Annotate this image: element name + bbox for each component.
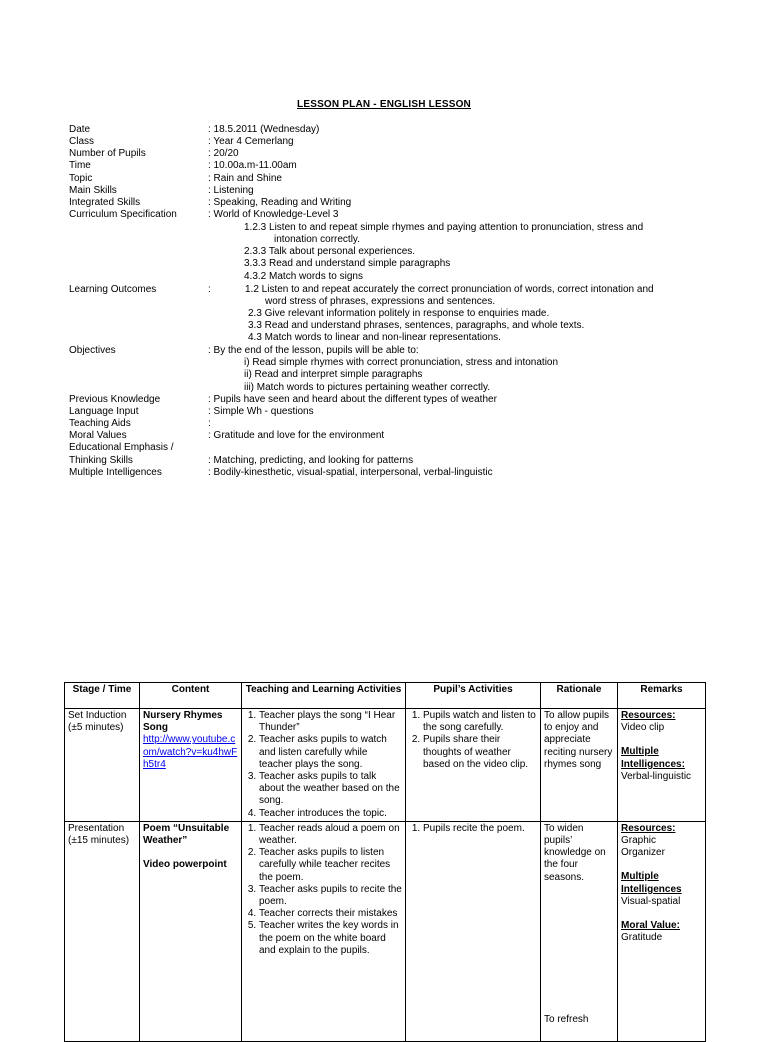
objective-line: i) Read simple rhymes with correct pronunciation, stress and intonation xyxy=(244,357,559,368)
pupils-item: 2. Pupils share their thoughts of weather based on the video clip. xyxy=(423,734,537,771)
teaching-cell xyxy=(242,709,406,822)
table-row xyxy=(65,821,706,1041)
info-label: Thinking Skills xyxy=(69,455,133,466)
teaching-item: 1. Teacher plays the song “I Hear Thunder” xyxy=(259,710,402,734)
info-label: Learning Outcomes xyxy=(69,284,157,295)
info-value: : Speaking, Reading and Writing xyxy=(208,197,352,208)
info-value: : Gratitude and love for the environment xyxy=(208,430,385,441)
info-value: : Year 4 Cemerlang xyxy=(208,136,294,147)
header-pupils: Pupil’s Activities xyxy=(406,683,541,709)
outcome-line: 3.3 Read and understand phrases, sentences, paragraphs, and whole texts. xyxy=(248,320,585,331)
info-label: Class xyxy=(69,136,95,147)
info-value: : Listening xyxy=(208,185,254,196)
header-remarks: Remarks xyxy=(618,683,706,709)
page-title: LESSON PLAN - ENGLISH LESSON xyxy=(297,99,471,110)
stage-text: Set Induction (±5 minutes) xyxy=(68,710,127,734)
mi-value: Verbal-linguistic xyxy=(621,770,692,782)
resources-value: Graphic Organizer xyxy=(621,835,665,859)
rationale-cell xyxy=(541,709,618,822)
info-value: : Rain and Shine xyxy=(208,173,282,184)
teaching-item: 4. Teacher corrects their mistakes xyxy=(259,908,402,920)
curriculum-line: 2.3.3 Talk about personal experiences. xyxy=(244,246,416,257)
teaching-cell xyxy=(242,821,406,1041)
pupils-item: 1. Pupils watch and listen to the song carefully. xyxy=(423,710,537,734)
teaching-list xyxy=(245,823,402,957)
info-value: : Bodily-kinesthetic, visual-spatial, interpersonal, verbal-linguistic xyxy=(208,467,493,478)
teaching-item: 3. Teacher asks pupils to talk about the weather based on the song. xyxy=(259,771,402,808)
header-content: Content xyxy=(140,683,242,709)
teaching-item: 3. Teacher asks pupils to recite the poem. xyxy=(259,884,402,908)
stage-cell xyxy=(65,709,140,822)
info-label: Topic xyxy=(69,173,93,184)
info-label: Multiple Intelligences xyxy=(69,467,162,478)
stage-text: Presentation (±15 minutes) xyxy=(68,822,130,847)
info-label: Main Skills xyxy=(69,185,117,196)
info-label: Curriculum Specification xyxy=(69,209,177,220)
teaching-item: 1. Teacher reads aloud a poem on weather. xyxy=(259,823,402,847)
info-value: : 18.5.2011 (Wednesday) xyxy=(208,124,320,135)
curriculum-line: 3.3.3 Read and understand simple paragraphs xyxy=(244,258,451,269)
teaching-item: 2. Teacher asks pupils to watch and listen carefully while teacher plays the song. xyxy=(259,734,402,771)
resources-label: Resources: xyxy=(621,822,676,834)
remarks-cell xyxy=(618,709,706,822)
pupils-list xyxy=(409,823,537,835)
info-value: : Pupils have seen and heard about the different types of weather xyxy=(208,394,497,405)
header-stage: Stage / Time xyxy=(65,683,140,709)
rationale-text: To allow pupils to enjoy and appreciate reciting nursery rhymes song xyxy=(544,710,613,770)
objective-line: ii) Read and interpret simple paragraphs xyxy=(244,369,423,380)
info-label: Teaching Aids xyxy=(69,418,131,429)
info-label: Integrated Skills xyxy=(69,197,141,208)
content-cell xyxy=(140,709,242,822)
lesson-table xyxy=(64,682,706,1042)
info-label: Previous Knowledge xyxy=(69,394,161,405)
moral-value: Gratitude xyxy=(621,932,663,944)
info-label: Date xyxy=(69,124,91,135)
video-link[interactable]: http://www.youtube.com/watch?v=ku4hwFh5tr4 xyxy=(143,734,238,770)
teaching-list xyxy=(245,710,402,820)
outcome-line: 1.2 Listen to and repeat accurately the correct pronunciation of words, correct intonation and xyxy=(245,284,654,295)
content-cell xyxy=(140,821,242,1041)
info-value: : Simple Wh - questions xyxy=(208,406,314,417)
curriculum-line: 1.2.3 Listen to and repeat simple rhymes and paying attention to pronunciation, stress and xyxy=(244,222,644,233)
info-value: : 10.00a.m-11.00am xyxy=(208,160,297,171)
info-value: : World of Knowledge-Level 3 xyxy=(208,209,339,220)
info-label: Number of Pupils xyxy=(69,148,146,159)
table-header-row xyxy=(65,683,706,709)
outcome-line: 4.3 Match words to linear and non-linear representations. xyxy=(248,332,501,343)
outcome-line: 2.3 Give relevant information politely in response to enquiries made. xyxy=(248,308,550,319)
content-title: Poem “Unsuitable Weather” xyxy=(143,822,230,847)
pupils-cell xyxy=(406,709,541,822)
info-value: : 20/20 xyxy=(208,148,239,159)
remarks-cell xyxy=(618,821,706,1041)
curriculum-line: 4.3.2 Match words to signs xyxy=(244,271,363,282)
info-label: Objectives xyxy=(69,345,116,356)
stage-cell xyxy=(65,821,140,1041)
info-value: : xyxy=(208,284,211,295)
info-value: : xyxy=(208,418,211,429)
teaching-item: 5. Teacher writes the key words in the poem on the white board and explain to the pupils. xyxy=(259,920,402,957)
table-row xyxy=(65,709,706,822)
pupils-item: 1. Pupils recite the poem. xyxy=(423,823,537,835)
content-title: Nursery Rhymes Song xyxy=(143,710,223,734)
pupils-list xyxy=(409,710,537,771)
rationale-text: To widen pupils’ knowledge on the four seasons. xyxy=(544,822,606,883)
teaching-item: 4. Teacher introduces the topic. xyxy=(259,808,402,820)
content-extra: Video powerpoint xyxy=(143,859,227,871)
info-value: : By the end of the lesson, pupils will be able to: xyxy=(208,345,419,356)
mi-label: Multiple Intelligences xyxy=(621,871,682,895)
info-label: Language Input xyxy=(69,406,139,417)
header-rationale: Rationale xyxy=(541,683,618,709)
outcome-line: word stress of phrases, expressions and sentences. xyxy=(265,296,496,307)
info-label: Time xyxy=(69,160,91,171)
rationale-cell xyxy=(541,821,618,1041)
mi-value: Visual-spatial xyxy=(621,895,681,907)
header-teaching: Teaching and Learning Activities xyxy=(242,683,406,709)
resources-value: Video clip xyxy=(621,722,665,734)
curriculum-line: intonation correctly. xyxy=(274,234,360,245)
pupils-cell xyxy=(406,821,541,1041)
rationale-text-2: To refresh xyxy=(544,1013,589,1025)
info-value: : Matching, predicting, and looking for patterns xyxy=(208,455,414,466)
teaching-item: 2. Teacher asks pupils to listen carefully while teacher recites the poem. xyxy=(259,847,402,884)
objective-line: iii) Match words to pictures pertaining weather correctly. xyxy=(244,382,491,393)
mi-label: Multiple Intelligences: xyxy=(621,746,685,770)
info-label: Educational Emphasis / xyxy=(69,442,174,453)
info-label: Moral Values xyxy=(69,430,127,441)
resources-label: Resources: xyxy=(621,710,676,721)
moral-label: Moral Value: xyxy=(621,920,680,932)
